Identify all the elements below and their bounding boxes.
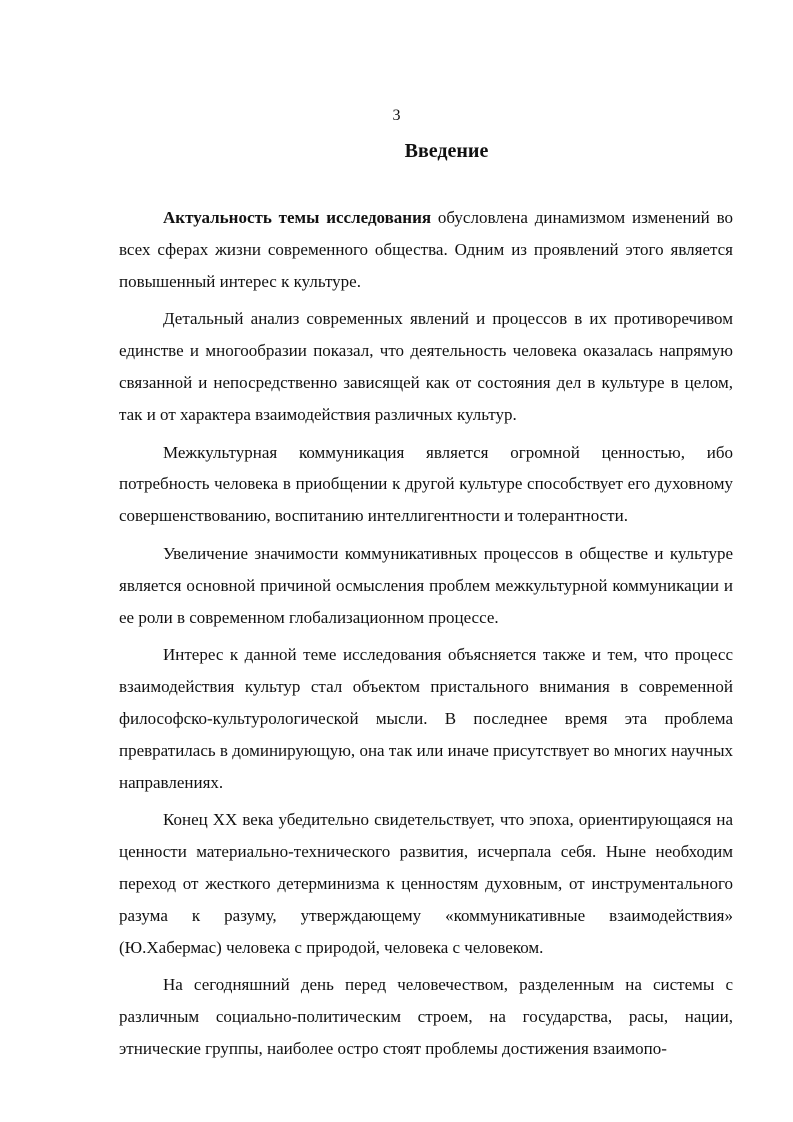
paragraph-text: обусловлена динамизмом изменений во всех сферах жизни современного общества. Одним из проявлений этого является повышенный интерес к культуре. [119,208,734,291]
paragraph-today: На сегодняшний день перед человечеством, разделенным на системы с различным социально-политическим строем, на государства, расы, нации, этнические группы, наиболее остро стоят проблемы достижения взаимопо- [119,975,733,1058]
body-text [119,202,733,1065]
paragraph-communicative-processes: Увеличение значимости коммуникативных процессов в обществе и культуре является основной причиной осмысления проблем межкультурной коммуникации и ее роли в современном глобализационном процессе. [119,543,733,627]
paragraph-intercultural-communication: Межкультурная коммуникация является огромной ценностью, ибо потребность человека в приобщении к другой культуре способствует его духовному совершенствованию, воспитанию интеллигентности и толерантности. [119,442,733,526]
page-title: Введение [404,140,489,162]
paragraph-analysis: Детальный анализ современных явлений и процессов в их противоречивом единстве и многообразии показал, что деятельность человека оказалась напрямую связанной и непосредственно зависящей как от состояния дел в культуре в целом, так и от характера взаимодействия различных культур. [119,309,733,424]
page-number: 3 [392,107,401,124]
paragraph-interest: Интерес к данной теме исследования объясняется также и тем, что процесс взаимодействия культур стал объектом пристального внимания в современной философско-культурологической мысли. В последнее время эта проблема превратилась в доминирующую, она так или иначе присутствует во многих научных направлениях. [119,645,733,792]
paragraph-lead-bold: Актуальность темы исследования [163,208,432,227]
paragraph-relevance [119,202,733,297]
paragraph-end-of-century: Конец XX века убедительно свидетельствует, что эпоха, ориентирующаяся на ценности материально-технического развития, исчерпала себя. Ныне необходим переход от жесткого детерминизма к ценностям духовным, от инструментального разума к разуму, утверждающему «коммуникативные взаимодействия» (Ю.Хабермас) человека с природой, человека с человеком. [119,810,733,957]
